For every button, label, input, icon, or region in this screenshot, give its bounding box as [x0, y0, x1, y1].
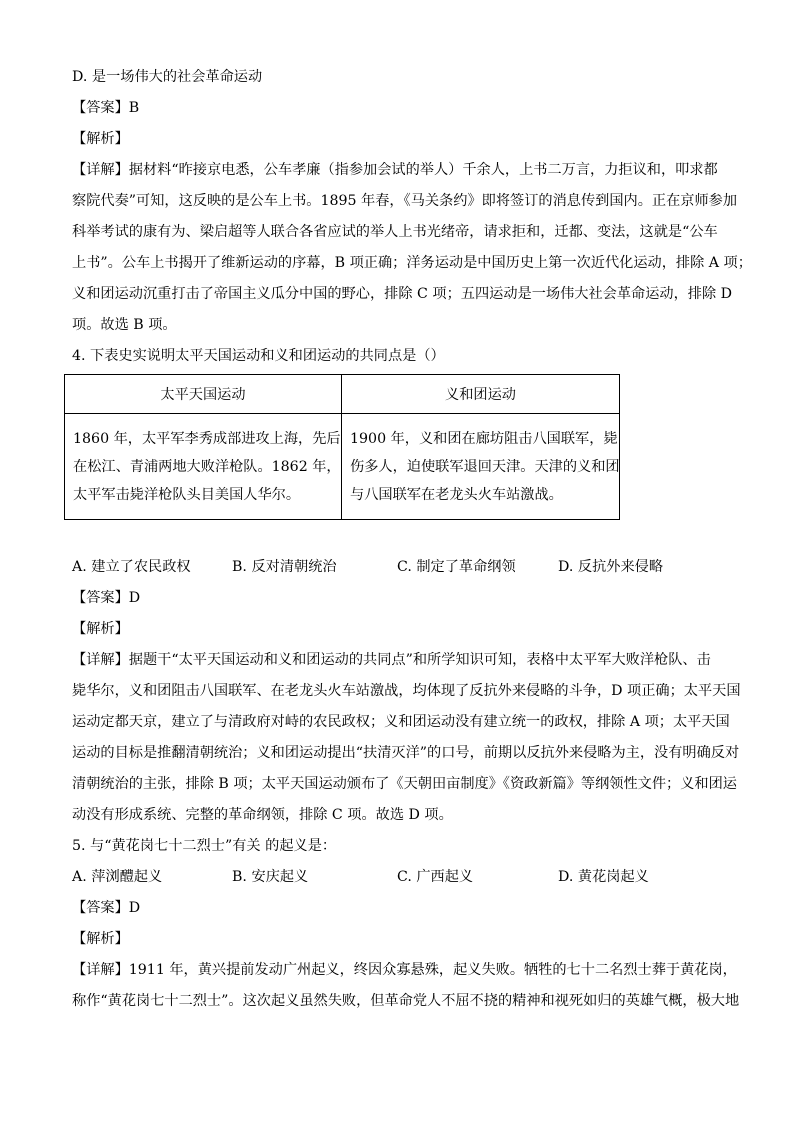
table-header-taiping: 太平天国运动	[65, 375, 342, 414]
table-cell-taiping	[65, 414, 342, 520]
text-line: 【详解】据材料“昨接京电悉，公车孝廉（指参加会试的举人）千余人，上书二万言，力拒议和，叩求都	[72, 162, 718, 178]
text-line: 毙华尔，义和团阻击八国联军、在老龙头火车站激战，均体现了反抗外来侵略的斗争，D 项正确；太平天国	[72, 683, 741, 699]
answer-option: D. 黄花岗起义	[558, 869, 649, 885]
cell-text-line: 伤多人，迫使联军退回天津。天津的义和团	[350, 459, 620, 475]
text-line: 【答案】D	[72, 590, 141, 606]
answer-option: A. 建立了农民政权	[72, 559, 191, 575]
text-line: 运动的目标是推翻清朝统治；义和团运动提出“扶清灭洋”的口号，前期以反抗外来侵略为主，没有明确反对	[72, 745, 740, 761]
text-line: 【答案】D	[72, 900, 141, 916]
text-line: 清朝统治的主张，排除 B 项；太平天国运动颁布了《天朝田亩制度》《资政新篇》等纲领性文件；义和团运	[72, 776, 737, 792]
answer-options	[72, 557, 732, 577]
answer-option: D. 反抗外来侵略	[558, 559, 664, 575]
text-line: 义和团运动沉重打击了帝国主义瓜分中国的野心，排除 C 项；五四运动是一场伟大社会革命运动，排除 D	[72, 286, 733, 302]
text-line: 【答案】B	[72, 100, 140, 116]
text-line: 4. 下表史实说明太平天国运动和义和团运动的共同点是（）	[72, 348, 445, 364]
cell-text-line: 太平军击毙洋枪队头目美国人华尔。	[73, 487, 301, 503]
comparison-table	[64, 374, 620, 520]
table-row	[65, 414, 620, 520]
answer-option: C. 广西起义	[397, 869, 474, 885]
text-line: 【详解】据题干“太平天国运动和义和团运动的共同点”和所学知识可知，表格中太平军大败洋枪队、击	[72, 652, 711, 668]
text-line: 科举考试的康有为、梁启超等人联合各省应试的举人上书光绪帝，请求拒和，迁都、变法，这就是“公车	[72, 224, 718, 240]
text-line: 项。故选 B 项。	[72, 317, 177, 333]
answer-option: B. 反对清朝统治	[232, 559, 337, 575]
answer-option: A. 萍浏醴起义	[72, 869, 163, 885]
text-line: 察院代奏”可知，这反映的是公车上书。1895 年春，《马关条约》即将签订的消息传到国内。正在京师参加	[72, 193, 738, 209]
text-line: 【解析】	[72, 931, 129, 947]
table-cell-boxer	[342, 414, 620, 520]
text-line: D. 是一场伟大的社会革命运动	[72, 69, 263, 85]
text-line: 上书”。公车上书揭开了维新运动的序幕，B 项正确；洋务运动是中国历史上第一次近代化运动，排除 A 项；	[72, 255, 752, 271]
text-line: 【解析】	[72, 621, 129, 637]
text-line: 动没有形成系统、完整的革命纲领，排除 C 项。故选 D 项。	[72, 807, 453, 823]
cell-text-line: 1900 年，义和团在廊坊阻击八国联军，毙	[350, 431, 618, 447]
answer-options	[72, 867, 732, 887]
cell-text-line: 1860 年，太平军李秀成部进攻上海，先后	[73, 431, 341, 447]
cell-text-line: 在松江、青浦两地大败洋枪队。1862 年，	[73, 459, 341, 475]
text-line: 称作“黄花岗七十二烈士”。这次起义虽然失败，但革命党人不屈不挠的精神和视死如归的英雄气概，极大地	[72, 993, 740, 1009]
text-line: 5. 与“黄花岗七十二烈士”有关 的起义是：	[72, 838, 337, 854]
answer-option: B. 安庆起义	[232, 869, 309, 885]
cell-text-line: 与八国联军在老龙头火车站激战。	[350, 487, 563, 503]
table-header-boxer: 义和团运动	[342, 375, 620, 414]
text-line: 【详解】1911 年，黄兴提前发动广州起义，终因众寡悬殊，起义失败。牺牲的七十二名烈士葬于黄花岗，	[72, 962, 737, 978]
text-line: 【解析】	[72, 131, 129, 147]
answer-option: C. 制定了革命纲领	[397, 559, 516, 575]
table-header-row	[65, 375, 620, 414]
text-line: 运动定都天京，建立了与清政府对峙的农民政权；义和团运动没有建立统一的政权，排除 A 项；太平天国	[72, 714, 730, 730]
